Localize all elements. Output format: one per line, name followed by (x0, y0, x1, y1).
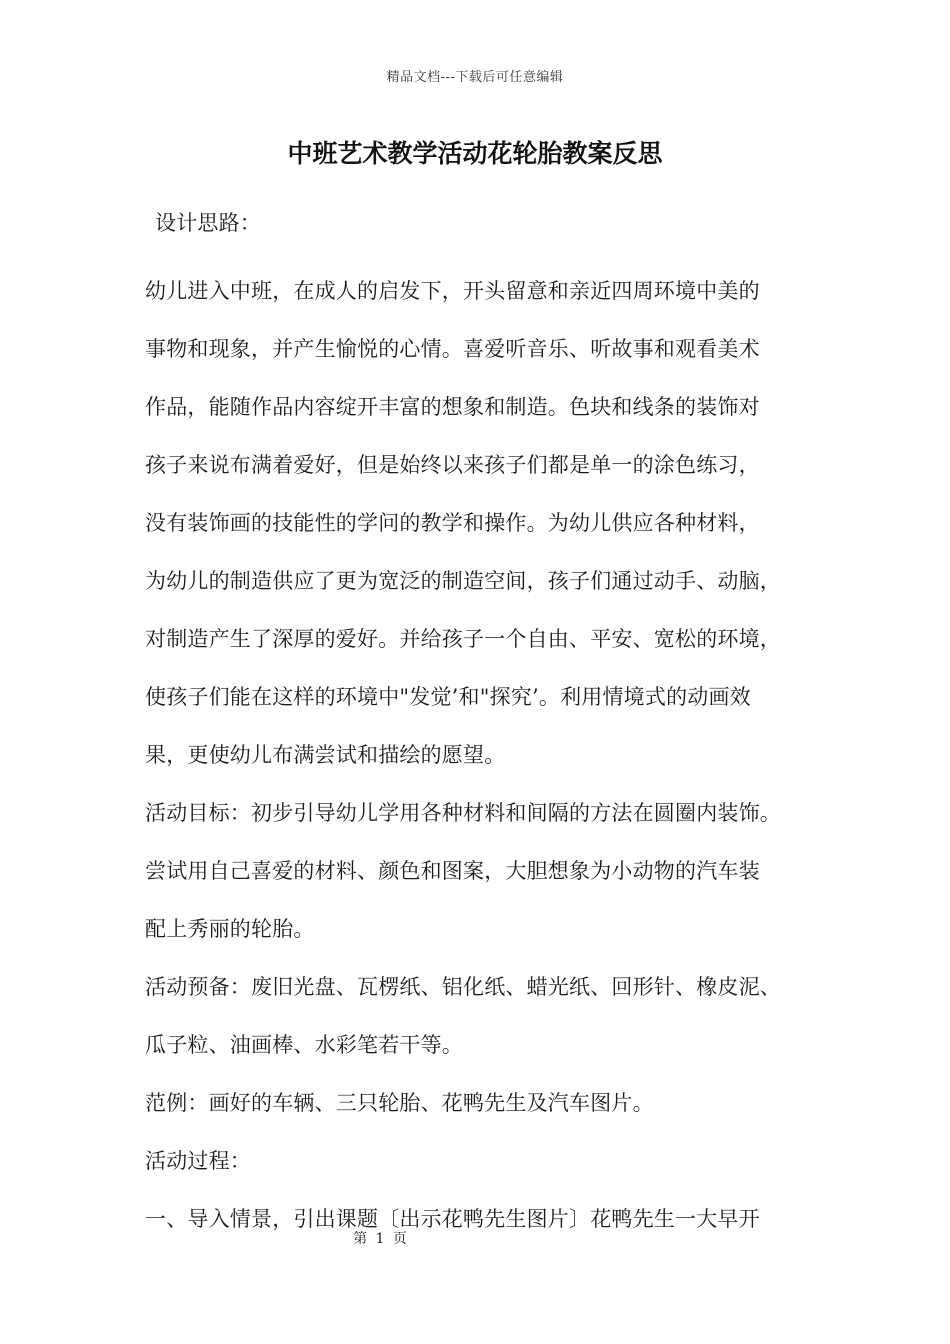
example-line: 范例：画好的车辆、三只轮胎、花鸭先生及汽车图片。 (145, 1091, 654, 1115)
body-line: 事物和现象，并产生愉悦的心情。喜爱听音乐、听故事和观看美术 (145, 337, 760, 361)
page-number: 第 1 页 (353, 1231, 407, 1247)
design-heading: 设计思路： (155, 211, 261, 235)
body-line: 果，更使幼儿布满尝试和描绘的愿望。 (145, 743, 506, 767)
body-line: 为幼儿的制造供应了更为宽泛的制造空间，孩子们通过动手、动脑， (145, 569, 781, 593)
activity-process-heading: 活动过程： (145, 1149, 251, 1173)
body-line: 对制造产生了深厚的爱好。并给孩子一个自由、平安、宽松的环境， (145, 627, 781, 651)
body-line: 一、导入情景，引出课题〔出示花鸭先生图片〕花鸭先生一大早开 (145, 1207, 760, 1231)
body-line: 瓜子粒、油画棒、水彩笔若干等。 (145, 1033, 463, 1057)
activity-preparation-line: 活动预备：废旧光盘、瓦楞纸、铝化纸、蜡光纸、回形针、橡皮泥、 (145, 975, 781, 999)
document-body (145, 206, 825, 1248)
body-line: 孩子来说布满着爱好，但是始终以来孩子们都是单一的涂色练习， (145, 453, 760, 477)
body-line: 配上秀丽的轮胎。 (145, 917, 315, 941)
body-line: 作品，能随作品内容绽开丰富的想象和制造。色块和线条的装饰对 (145, 395, 760, 419)
page-header: 精品文档---下载后可任意编辑 (386, 70, 564, 85)
activity-goal-line: 活动目标：初步引导幼儿学用各种材料和间隔的方法在圆圈内装饰。 (145, 801, 781, 825)
body-line: 尝试用自己喜爱的材料、颜色和图案，大胆想象为小动物的汽车装 (145, 859, 760, 883)
body-line: 使孩子们能在这样的环境中"发觉’和"探究’。利用情境式的动画效 (145, 685, 751, 709)
document-title: 中班艺术教学活动花轮胎教案反思 (287, 139, 663, 168)
body-line: 幼儿进入中班，在成人的启发下，开头留意和亲近四周环境中美的 (145, 279, 760, 303)
body-line: 没有装饰画的技能性的学问的教学和操作。为幼儿供应各种材料， (145, 511, 760, 535)
